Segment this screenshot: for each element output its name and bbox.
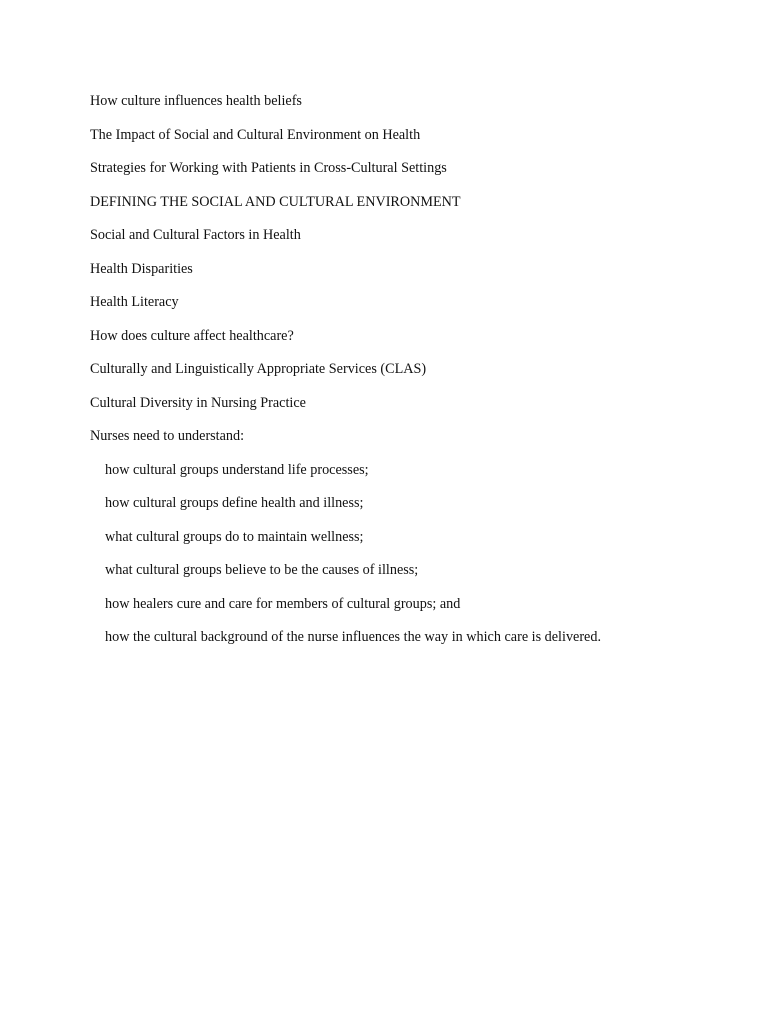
text-line: How culture influences health beliefs bbox=[90, 93, 302, 109]
text-line: Culturally and Linguistically Appropriate Services (CLAS) bbox=[90, 361, 427, 377]
text-line: Health Disparities bbox=[90, 260, 193, 277]
list-item: what cultural groups believe to be the causes of illness; bbox=[105, 562, 419, 578]
list-item: how cultural groups understand life processes; bbox=[105, 461, 369, 478]
text-line: Health Literacy bbox=[90, 294, 179, 310]
text-line: Strategies for Working with Patients in Cross-Cultural Settings bbox=[90, 160, 447, 176]
list-item: how cultural groups define health and illness; bbox=[105, 495, 364, 511]
text-line: The Impact of Social and Cultural Environment on Health bbox=[90, 126, 421, 143]
text-line: Social and Cultural Factors in Health bbox=[90, 227, 301, 243]
list-item: how healers cure and care for members of cultural groups; and bbox=[105, 595, 461, 612]
list-intro: Nurses need to understand: bbox=[90, 428, 245, 444]
document-body bbox=[90, 92, 740, 662]
text-line: How does culture affect healthcare? bbox=[90, 327, 294, 344]
text-line: Cultural Diversity in Nursing Practice bbox=[90, 394, 306, 411]
list-item: what cultural groups do to maintain wellness; bbox=[105, 528, 364, 545]
list-item: how the cultural background of the nurse influences the way in which care is delivered. bbox=[105, 629, 601, 645]
text-line: DEFINING THE SOCIAL AND CULTURAL ENVIRONMENT bbox=[90, 193, 461, 210]
